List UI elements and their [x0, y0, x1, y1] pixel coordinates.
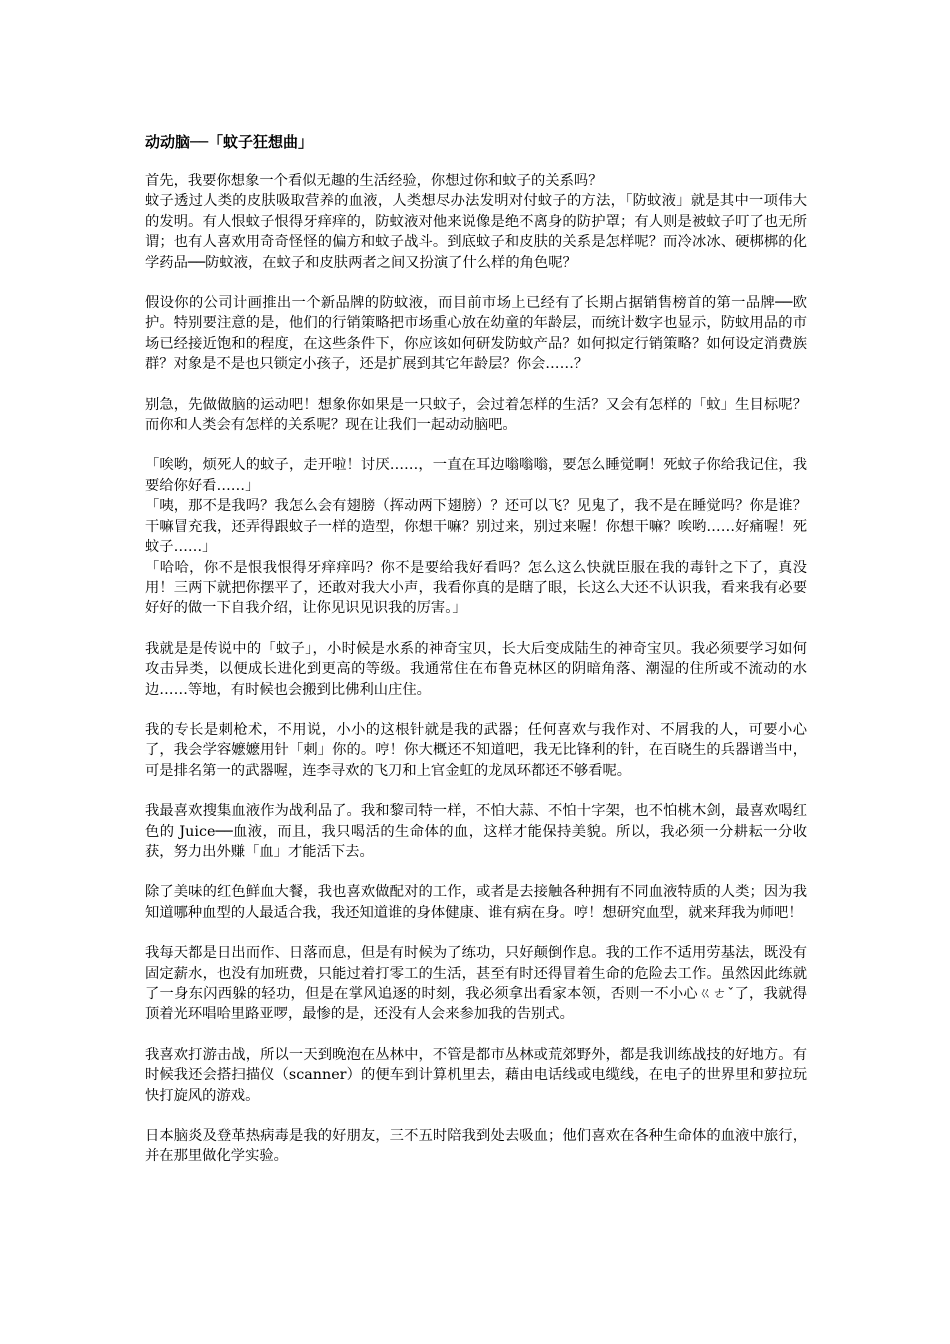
paragraph-line: 别急，先做做脑的运动吧！想象你如果是一只蚊子，会过着怎样的生活？又会有怎样的「蚊」生目标呢？而你和人类会有怎样的关系呢？现在让我们一起动动脑吧。 [145, 396, 807, 434]
paragraph-line: 日本脑炎及登革热病毒是我的好朋友，三不五时陪我到处去吸血；他们喜欢在各种生命体的血液中旅行，并在那里做化学实验。 [145, 1128, 807, 1165]
dialogue-line: 「咦，那不是我吗？我怎么会有翅膀（挥动两下翅膀）？还可以飞？见鬼了，我不是在睡觉吗？你是谁？干嘛冒充我，还弄得跟蚊子一样的造型，你想干嘛？别过来，别过来喔！你想干嘛？唉哟……好痛喔！死蚊子……」 [145, 498, 807, 556]
paragraph-line: 我喜欢打游击战，所以一天到晚泡在丛林中，不管是都市丛林或荒郊野外，都是我训练战技的好地方。有时候我还会搭扫描仪（scanner）的便车到计算机里去，藉由电话线或电缆线，在电子的世界里和萝拉玩快打旋风的游戏。 [145, 1046, 807, 1104]
paragraph-dialogue [145, 455, 807, 618]
paragraph-specialty [145, 720, 807, 781]
paragraph-line: 蚊子透过人类的皮肤吸取营养的血液，人类想尽办法发明对付蚊子的方法，「防蚊液」就是其中一项伟大的发明。有人恨蚊子恨得牙痒痒的，防蚊液对他来说像是绝不离身的防护罩；有人则是被蚊子叮了也无所谓；也有人喜欢用奇奇怪怪的偏方和蚊子战斗。到底蚊子和皮肤的关系是怎样呢？而冷冰冰、硬梆梆的化学药品──防蚊液，在蚊子和皮肤两者之间又扮演了什么样的角色呢？ [145, 193, 807, 271]
paragraph-blood [145, 801, 807, 862]
paragraph-line: 首先，我要你想象一个看似无趣的生活经验，你想过你和蚊子的关系吗？ [145, 173, 603, 189]
document-page [145, 132, 807, 1187]
paragraph-guerrilla [145, 1045, 807, 1106]
paragraph-line: 我的专长是刺枪术，不用说，小小的这根针就是我的武器；任何喜欢与我作对、不屑我的人，可要小心了，我会学容嬷嬷用针「刺」你的。哼！你大概还不知道吧，我无比锋利的针，在百晓生的兵器谱当中，可是排名第一的武器喔，连李寻欢的飞刀和上官金虹的龙凤环都还不够看呢。 [145, 721, 807, 779]
paragraph-intro [145, 171, 807, 273]
paragraph-daily-life [145, 943, 807, 1025]
paragraph-prompt [145, 395, 807, 436]
paragraph-friends [145, 1126, 807, 1167]
dialogue-line: 「哈哈，你不是恨我恨得牙痒痒吗？你不是要给我好看吗？怎么这么快就臣服在我的毒针之下了，真没用！三两下就把你摆平了，还敢对我大小声，我看你真的是瞎了眼，长这么大还不认识我，看来我有必要好好的做一下自我介绍，让你见识见识我的厉害。」 [145, 559, 807, 617]
paragraph-line: 我就是是传说中的「蚊子」，小时候是水系的神奇宝贝，长大后变成陆生的神奇宝贝。我必须要学习如何攻击异类，以便成长进化到更高的等级。我通常住在布鲁克林区的阴暗角落、潮湿的住所或不流动的水边……等地，有时候也会搬到比佛利山庄住。 [145, 640, 807, 698]
dialogue-line: 「唉哟，烦死人的蚊子，走开啦！讨厌……，一直在耳边嗡嗡嗡，要怎么睡觉啊！死蚊子你给我记住，我要给你好看……」 [145, 457, 807, 494]
document-title: 动动脑──「蚊子狂想曲」 [145, 133, 314, 151]
paragraph-line: 假设你的公司计画推出一个新品牌的防蚊液，而目前市场上已经有了长期占据销售榜首的第一品牌──欧护。特别要注意的是，他们的行销策略把市场重心放在幼童的年龄层，而统计数字也显示，防蚊用品的市场已经接近饱和的程度，在这些条件下，你应该如何研发防蚊产品？如何拟定行销策略？如何设定消费族群？对象是不是也只锁定小孩子，还是扩展到其它年龄层？你会……？ [145, 295, 807, 373]
paragraph-line: 我每天都是日出而作、日落而息，但是有时候为了练功，只好颠倒作息。我的工作不适用劳基法，既没有固定薪水，也没有加班费，只能过着打零工的生活，甚至有时还得冒着生命的危险去工作。虽然因此练就了一身东闪西躲的轻功，但是在掌风追逐的时刻，我必须拿出看家本领，否则一不小心ㄍㄜˇ了，我就得顶着光环唱哈里路亚啰，最惨的是，还没有人会来参加我的告别式。 [145, 945, 807, 1023]
paragraph-scenario [145, 293, 807, 375]
paragraph-line: 除了美味的红色鲜血大餐，我也喜欢做配对的工作，或者是去接触各种拥有不同血液特质的人类；因为我知道哪种血型的人最适合我，我还知道谁的身体健康、谁有病在身。哼！想研究血型，就来拜我为师吧！ [145, 884, 807, 921]
paragraph-matching [145, 882, 807, 923]
paragraph-line: 我最喜欢搜集血液作为战利品了。我和黎司特一样，不怕大蒜、不怕十字架，也不怕桃木剑，最喜欢喝红色的 Juice──血液，而且，我只喝活的生命体的血，这样才能保持美貌。所以，我必须一分耕耘一分收获，努力出外赚「血」才能活下去。 [145, 803, 807, 860]
paragraph-self-intro [145, 639, 807, 700]
